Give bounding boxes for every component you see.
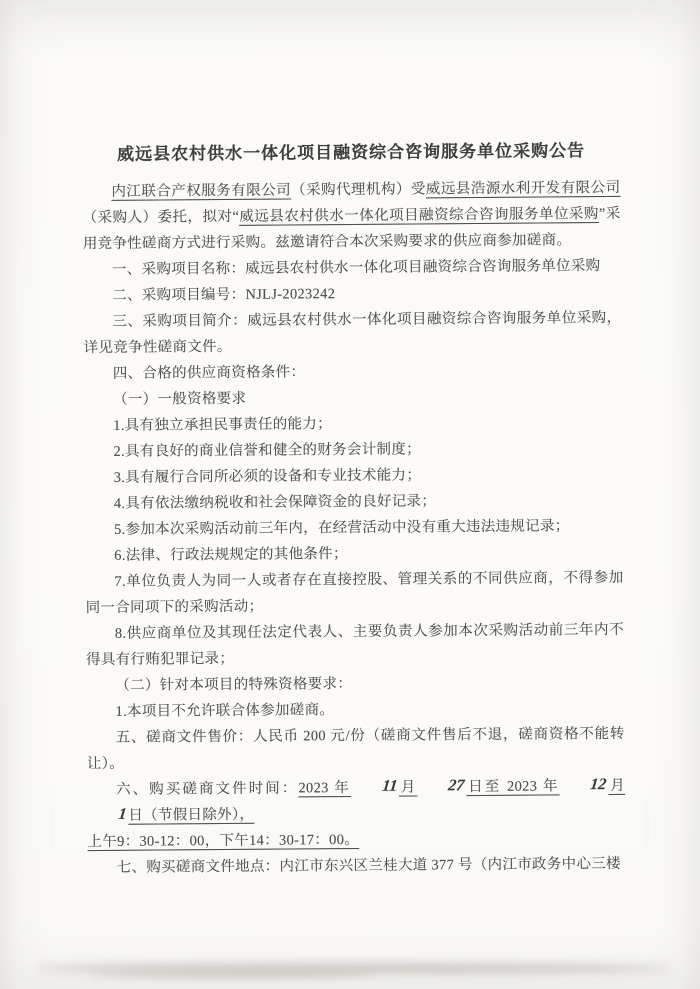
general-requirements-header: （一）一般资格要求 xyxy=(112,390,247,408)
time-hours: 上午9：30-12：00，下午14：30-17：00。 xyxy=(87,831,360,851)
agency-name: 内江联合产权服务有限公司 xyxy=(111,182,292,200)
special-requirement-1: 1.本项目不允许联合体参加磋商。 xyxy=(115,702,335,720)
item-project-number: 二、采购项目编号：NJLJ-2023242 xyxy=(112,286,336,304)
handwritten-day-start: 27 xyxy=(447,777,466,795)
requirement-7: 7.单位负责人为同一人或者存在直接控股、管理关系的不同供应商，不得参加同一合同项下的采购活动； xyxy=(85,569,624,617)
item-project-brief: 三、采购项目简介：威远县农村供水一体化项目融资综合咨询服务单位采购，详见竞争性磋商文件。 xyxy=(83,309,622,357)
project-name: 威远县农村供水一体化项目融资综合咨询服务单位采购 xyxy=(239,206,599,225)
page-content xyxy=(82,136,626,881)
requirement-3: 3.具有履行合同所必须的设备和专业技术能力； xyxy=(113,467,422,486)
purchase-time-label: 六、购买磋商文件时间： xyxy=(116,780,299,798)
requirement-5: 5.参加本次采购活动前三年内，在经营活动中没有重大违法违规记录； xyxy=(114,518,570,538)
time-year-start: 2023 年 xyxy=(298,780,351,797)
handwritten-month-end: 12 xyxy=(589,776,608,794)
handwritten-month-start: 11 xyxy=(381,777,399,795)
requirement-2: 2.具有良好的商业信誉和健全的财务会计制度； xyxy=(113,441,421,460)
intro-paragraph xyxy=(82,175,621,257)
time-year-end: 日至 2023 年 xyxy=(466,778,560,796)
item-qualification-header: 四、合格的供应商资格条件： xyxy=(112,364,306,382)
requirement-8: 8.供应商单位及其现任法定代表人、主要负责人参加本次采购活动前三年内不得具有行贿犯罪记录； xyxy=(86,621,624,669)
requirement-1: 1.具有独立承担民事责任的能力； xyxy=(113,416,332,434)
intro-connector-2: （采购人）委托，拟对“ xyxy=(82,208,240,227)
time-month-char-1: 月 xyxy=(398,779,418,796)
intro-connector-1: （采购代理机构）受 xyxy=(291,181,426,199)
handwritten-day-end: 1 xyxy=(117,805,128,823)
page-title: 威远县农村供水一体化项目融资综合咨询服务单位采购公告 xyxy=(117,141,586,164)
item-purchase-location: 七、购买磋商文件地点：内江市东兴区兰桂大道 377 号（内江市政务中心三楼 xyxy=(116,855,621,876)
requirement-6: 6.法律、行政法规规定的其他条件； xyxy=(114,546,348,564)
bottom-scan-shadow xyxy=(34,964,672,973)
item-document-price: 五、磋商文件售价：人民币 200 元/份（磋商文件售后不退，磋商资格不能转让）。 xyxy=(86,725,625,773)
time-month-char-2: 月 xyxy=(608,777,626,794)
special-requirements-header: （二）针对本项目的特殊资格要求： xyxy=(115,676,353,694)
item-project-name: 一、采购项目名称：威远县农村供水一体化项目融资综合咨询服务单位采购 xyxy=(111,258,601,278)
bottom-scan-shadow-secondary xyxy=(90,973,370,978)
requirement-4: 4.具有依法缴纳税收和社会保障资金的良好记录； xyxy=(113,493,437,512)
intro-tail: ”采用竞争性磋商方式进行采购。兹邀请符合本次采购要求的供应商参加磋商。 xyxy=(82,205,621,253)
time-holiday-note: 日（节假日除外）， xyxy=(128,806,255,824)
purchaser-name: 威远县浩源水利开发有限公司 xyxy=(425,179,621,198)
item-purchase-time xyxy=(87,773,626,855)
